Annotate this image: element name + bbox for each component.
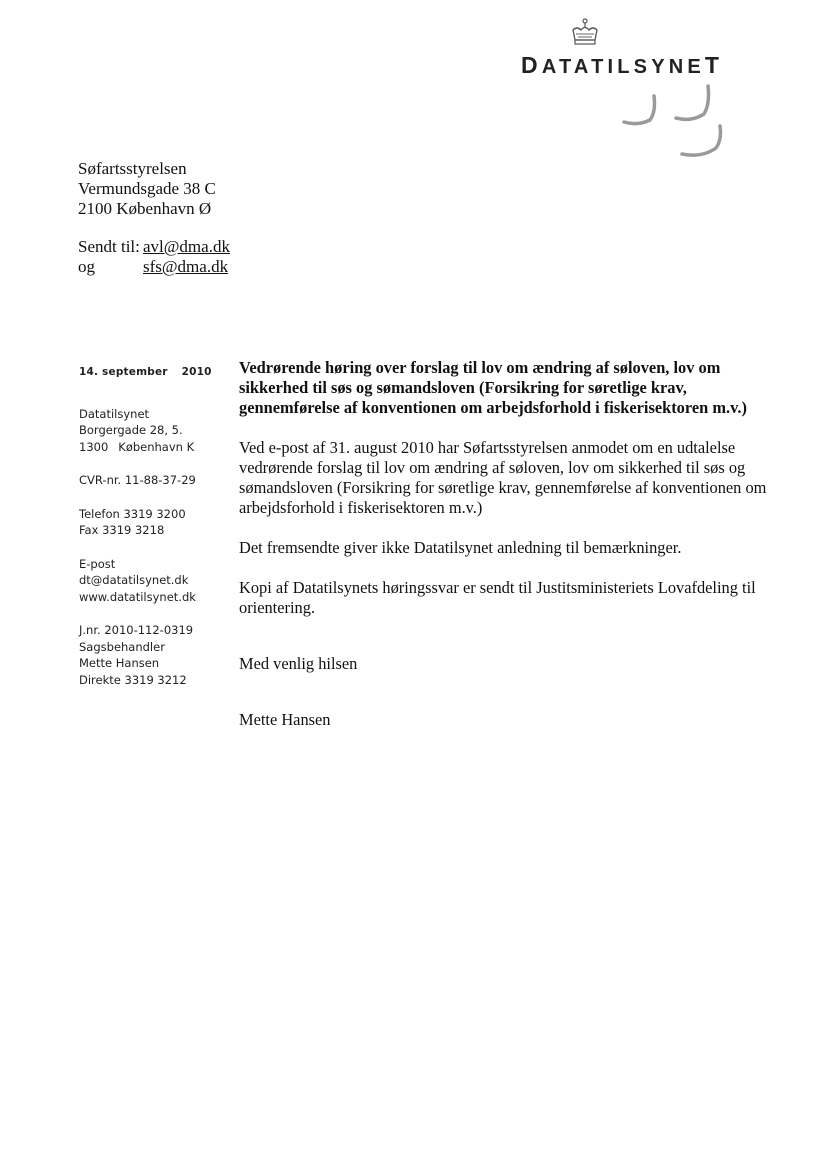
contact-online	[79, 556, 212, 606]
reception-stamp-marks	[620, 82, 730, 164]
sender-city-line: 1300 København K	[79, 439, 195, 454]
sender-name: Datatilsynet	[79, 406, 150, 421]
sender-address	[79, 406, 212, 456]
paragraph-1: Ved e-post af 31. august 2010 har Søfartsstyrelsen anmodet om en udtalelse vedrørende forslag til lov om ændring af søloven, lov om sikkerhed til søs og sømandsloven (Forsikring for søretlige krav, gennemførelse af konventionen om arbejdsforhold i fiskerisektoren m.v.)	[239, 438, 767, 517]
cvr-number: CVR-nr. 11-88-37-29	[79, 473, 196, 487]
letter-date: 14. september 2010	[79, 366, 212, 378]
and-label: og	[78, 257, 95, 276]
recipient-name: Søfartsstyrelsen	[78, 159, 187, 178]
email-label: E-post	[79, 556, 116, 571]
crown-logo-icon	[569, 18, 601, 48]
signature-name: Mette Hansen	[239, 710, 331, 729]
recipient-city: 2100 København Ø	[78, 199, 212, 218]
recipient-street: Vermundsgade 38 C	[78, 179, 216, 198]
paragraph-2: Det fremsendte giver ikke Datatilsynet anledning til bemærkninger.	[239, 538, 682, 557]
case-number: J.nr. 2010-112-0319	[79, 623, 194, 637]
handler-label: Sagsbehandler	[79, 639, 165, 654]
closing-greeting: Med venlig hilsen	[239, 654, 358, 673]
direct-phone: Direkte 3319 3212	[79, 672, 187, 687]
paragraph-3: Kopi af Datatilsynets høringssvar er sendt til Justitsministeriets Lovafdeling til orientering.	[239, 578, 756, 617]
case-info	[79, 622, 212, 688]
letter-subject: Vedrørende høring over forslag til lov om ændring af søloven, lov om sikkerhed til søs og sømandsloven (Forsikring for søretlige krav, gennemførelse af konventionen om arbejdsforhold i fiskerisektoren m.v.)	[239, 358, 747, 417]
sender-website[interactable]: www.datatilsynet.dk	[79, 589, 196, 604]
sender-email[interactable]: dt@datatilsynet.dk	[79, 573, 189, 587]
recipient-address	[78, 159, 216, 219]
sent-to-label: Sendt til:	[78, 237, 140, 256]
letter-body	[239, 358, 769, 730]
sent-to-block	[78, 237, 230, 277]
sender-street: Borgergade 28, 5.	[79, 423, 183, 437]
email-link-1[interactable]: avl@dma.dk	[143, 237, 230, 256]
email-link-2[interactable]: sfs@dma.dk	[143, 257, 229, 276]
organization-logotype: DATATILSYNET	[521, 52, 724, 78]
handler-name: Mette Hansen	[79, 656, 160, 670]
fax: Fax 3319 3218	[79, 523, 165, 537]
phone: Telefon 3319 3200	[79, 506, 186, 521]
phone-fax	[79, 506, 212, 539]
sender-sidebar	[79, 364, 212, 705]
